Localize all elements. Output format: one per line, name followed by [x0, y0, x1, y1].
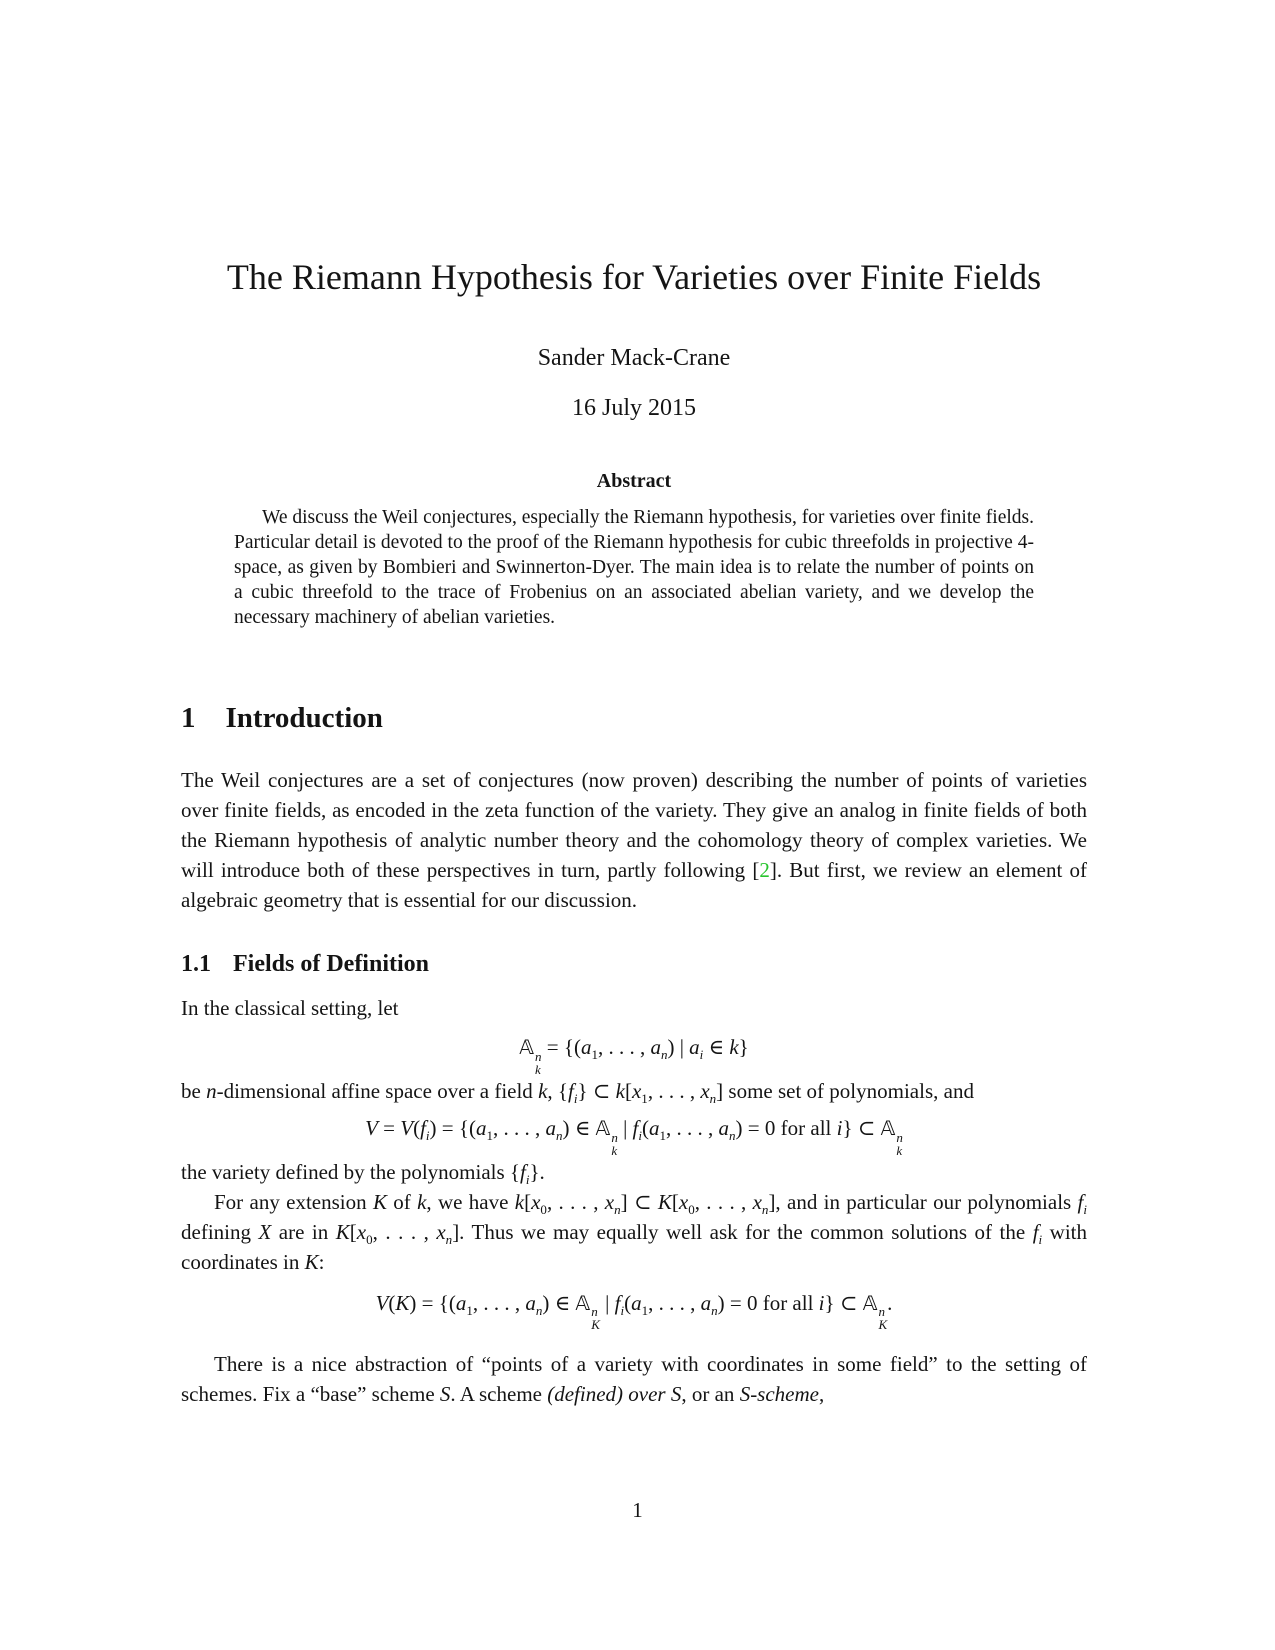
stacked-scripts: n K — [591, 1304, 600, 1333]
paper-author: Sander Mack-Crane — [537, 345, 731, 371]
equation-variety-definition: $V = V(f_i) = \{(a_1$, . . . , $a_n$) ∈ 𝔸 n k | $f_i(a_1$, . . . , $a_n) = 0$ for all i} ⊂ 𝔸 n k — [365, 1115, 903, 1158]
section-1-1-heading — [181, 950, 1087, 978]
section-1-number: 1 — [181, 702, 196, 734]
citation-link[interactable]: 2 — [759, 858, 770, 882]
paper-content — [181, 0, 1087, 1409]
blackboard-A: 𝔸 — [880, 1115, 896, 1140]
stacked-scripts: n k — [535, 1048, 542, 1077]
stacked-scripts: n K — [878, 1304, 888, 1333]
stacked-scripts: n k — [611, 1129, 618, 1158]
equation-affine-space: 𝔸 n k = {($a_1$, . . . , $a_n$) | $a_i$ ∈ k} — [519, 1035, 749, 1077]
blackboard-A: 𝔸 — [862, 1290, 878, 1315]
extension-paragraph: For any extension K of k, we have $k[x_0$, . . . , $x_n$] ⊂ $K[x_0$, . . . , $x_n$], and in particular our polynomials $f_i$ defining X are in $K[x_0$, . . . , $x_n$]. Thus we may equally well ask for the common solutions of the $f_i$ with coordinates in K: — [181, 1189, 1087, 1274]
classical-setting-line: In the classical setting, let — [181, 996, 399, 1020]
variety-paragraph: the variety defined by the polynomials $\{f_i\}$. — [181, 1159, 545, 1187]
paper-title: The Riemann Hypothesis for Varieties over Finite Fields — [226, 257, 1042, 297]
affine-space-paragraph: be n-dimensional affine space over a field k, $\{f_i\}$ ⊂ $k[x_1$, . . . , $x_n$] some set of polynomials, and — [181, 1078, 974, 1106]
section-1-title: Introduction — [225, 702, 383, 734]
abstract-text: We discuss the Weil conjectures, especially the Riemann hypothesis, for varieties over finite fields. Particular detail is devoted to the proof of the Riemann hypothesis for cubic threefolds in projective 4-space, as given by Bombieri and Swinnerton-Dyer. The main idea is to relate the number of points on a cubic threefold to the trace of Frobenius on an associated abelian variety, and we develop the necessary machinery of abelian varieties. — [234, 507, 1034, 628]
section-1-heading — [181, 701, 1087, 735]
page-number: 1 — [632, 1498, 643, 1522]
abstract-heading: Abstract — [596, 470, 672, 492]
blackboard-A: 𝔸 — [519, 1035, 534, 1059]
introduction-paragraph: The Weil conjectures are a set of conjectures (now proven) describing the number of points of varieties over finite fields, as encoded in the zeta function of the variety. They give an analog in finite fields of both the Riemann hypothesis of analytic number theory and the cohomology theory of complex varieties. We will introduce both of these perspectives in turn, partly following [2]. But first, we review an element of algebraic geometry that is essential for our discussion. — [181, 768, 1087, 912]
paper-date: 16 July 2015 — [571, 395, 696, 421]
section-1-1-number: 1.1 — [181, 951, 211, 977]
stacked-scripts: n k — [896, 1129, 903, 1158]
section-1-1-title: Fields of Definition — [233, 951, 429, 977]
schemes-paragraph: There is a nice abstraction of “points of a variety with coordinates in some field” to the setting of schemes. Fix a “base” scheme S. A scheme (defined) over S, or an S-scheme, — [181, 1352, 1087, 1407]
blackboard-A: 𝔸 — [595, 1115, 611, 1140]
blackboard-A: 𝔸 — [575, 1290, 591, 1315]
equation-points-over-k: $V(K) = \{(a_1$, . . . , $a_n$) ∈ 𝔸 n K | $f_i(a_1$, . . . , $a_n) = 0$ for all i} ⊂ 𝔸 n K . — [375, 1290, 893, 1333]
